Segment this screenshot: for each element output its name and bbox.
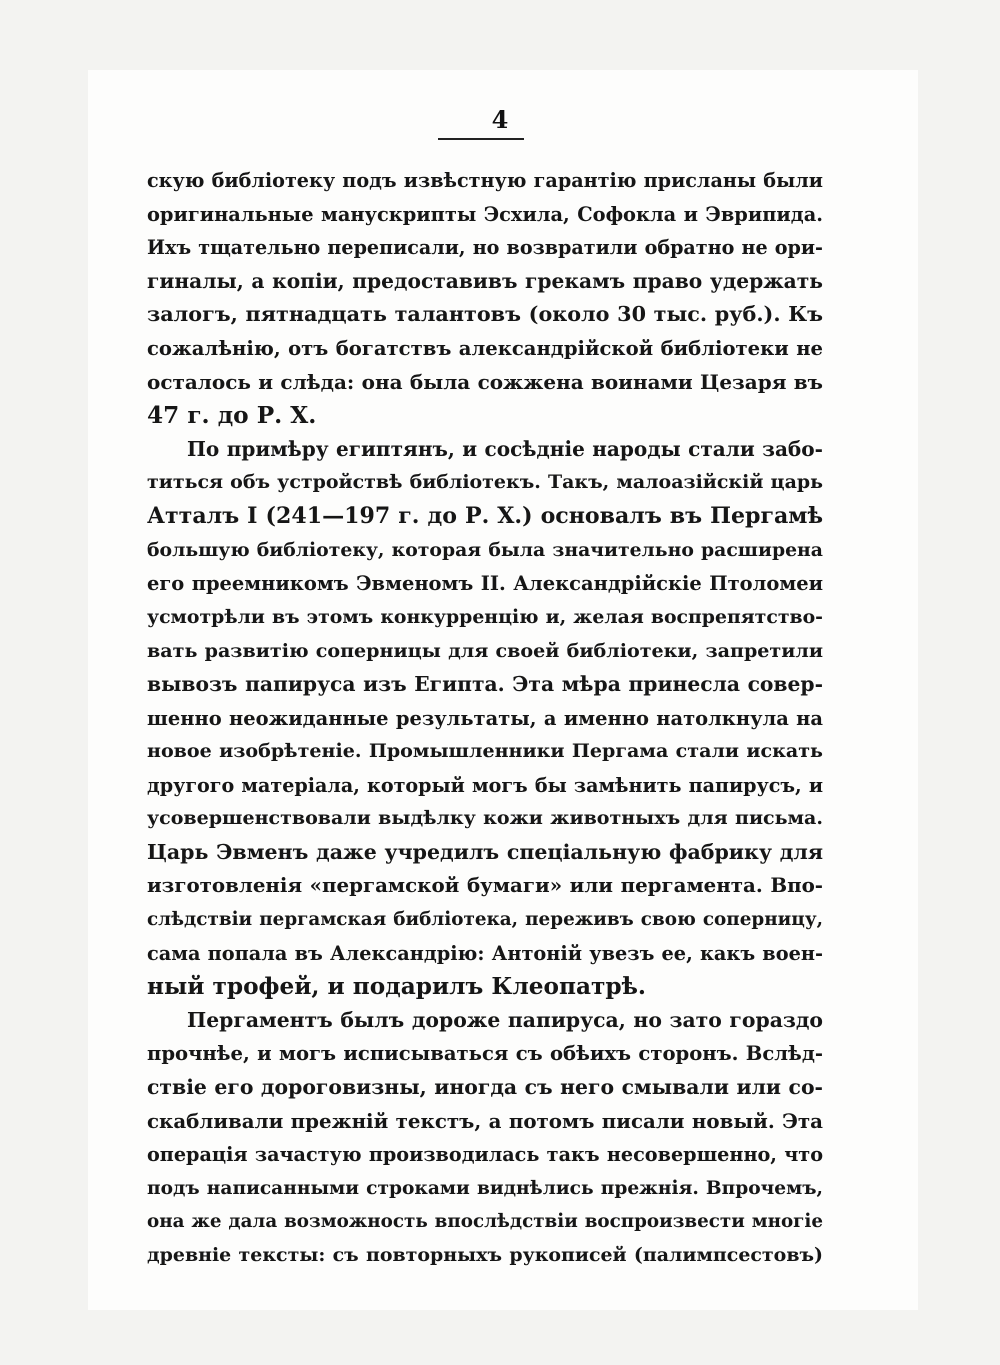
text-line: древніе тексты: съ повторныхъ рукописей (палимпсестовъ) (147, 1244, 823, 1266)
text-line: операція зачастую производилась такъ несовершенно, что (147, 1143, 823, 1167)
text-line: изготовленія «пергамской бумаги» или пергамента. Впо- (147, 873, 823, 898)
page-number-rule (438, 138, 524, 140)
paragraph-3 (147, 1004, 823, 1273)
text-line: скую библіотеку подъ извѣстную гарантію присланы были (147, 169, 823, 192)
text-line: Царь Эвменъ даже учредилъ спеціальную фабрику для (147, 839, 823, 864)
text-line: оригинальные манускрипты Эсхила, Софокла и Эврипида. (147, 202, 823, 226)
text-line: гиналы, а копіи, предоставивъ грекамъ право удержать (147, 268, 823, 293)
text-line: прочнѣе, и могъ исписываться съ обѣихъ сторонъ. Вслѣд- (147, 1042, 823, 1066)
text-line: Пергаментъ былъ дороже папируса, но зато гораздо (187, 1007, 823, 1032)
text-line: Атталъ I (241—197 г. до Р. Х.) основалъ въ Пергамѣ (147, 502, 823, 529)
paragraph-1 (147, 164, 823, 433)
text-line: шенно неожиданные результаты, а именно натолкнула на (147, 706, 823, 730)
text-line: слѣдствіи пергамская библіотека, переживъ свою соперницу, (147, 909, 823, 931)
text-line: ствіе его дороговизны, иногда съ него смывали или со- (147, 1075, 823, 1100)
text-line: усмотрѣли въ этомъ конкурренцію и, желая воспрепятство- (147, 605, 823, 628)
text-line: 47 г. до Р. Х. (147, 402, 317, 430)
paragraph-2 (147, 433, 823, 1004)
text-line: осталось и слѣда: она была сожжена воинами Цезаря въ (147, 369, 823, 394)
text-line: титься объ устройствѣ библіотекъ. Такъ, малоазійскій царь (147, 471, 823, 494)
body-text (147, 164, 823, 1273)
text-line: другого матеріала, который могъ бы замѣнить папирусъ, и (147, 773, 823, 797)
text-line: усовершенствовали выдѣлку кожи животныхъ для письма. (147, 807, 823, 830)
text-line: скабливали прежній текстъ, а потомъ писали новый. Эта (147, 1108, 823, 1133)
text-line: вать развитію соперницы для своей библіотеки, запретили (147, 639, 823, 663)
text-line: большую библіотеку, которая была значительно расширена (147, 538, 823, 561)
text-line: Ихъ тщательно переписали, но возвратили обратно не ори- (147, 236, 823, 260)
page-number: 4 (491, 105, 509, 134)
text-line: сама попала въ Александрію: Антоній увезъ ее, какъ воен- (147, 941, 823, 965)
text-line: подъ написанными строками виднѣлись прежнія. Впрочемъ, (147, 1177, 823, 1199)
text-line: вывозъ папируса изъ Египта. Эта мѣра принесла совер- (147, 671, 823, 696)
text-line: новое изобрѣтеніе. Промышленники Пергама стали искать (147, 740, 823, 763)
text-line: залогъ, пятнадцать талантовъ (около 30 тыс. руб.). Къ (147, 302, 823, 327)
text-line: ный трофей, и подарилъ Клеопатрѣ. (147, 973, 646, 1001)
text-line: она же дала возможность впослѣдствіи воспроизвести многіе (147, 1211, 823, 1233)
text-line: По примѣру египтянъ, и сосѣдніе народы стали забо- (187, 436, 823, 461)
text-line: его преемникомъ Эвменомъ II. Александрійскіе Птоломеи (147, 572, 823, 596)
text-line: сожалѣнію, отъ богатствъ александрійской библіотеки не (147, 336, 823, 360)
